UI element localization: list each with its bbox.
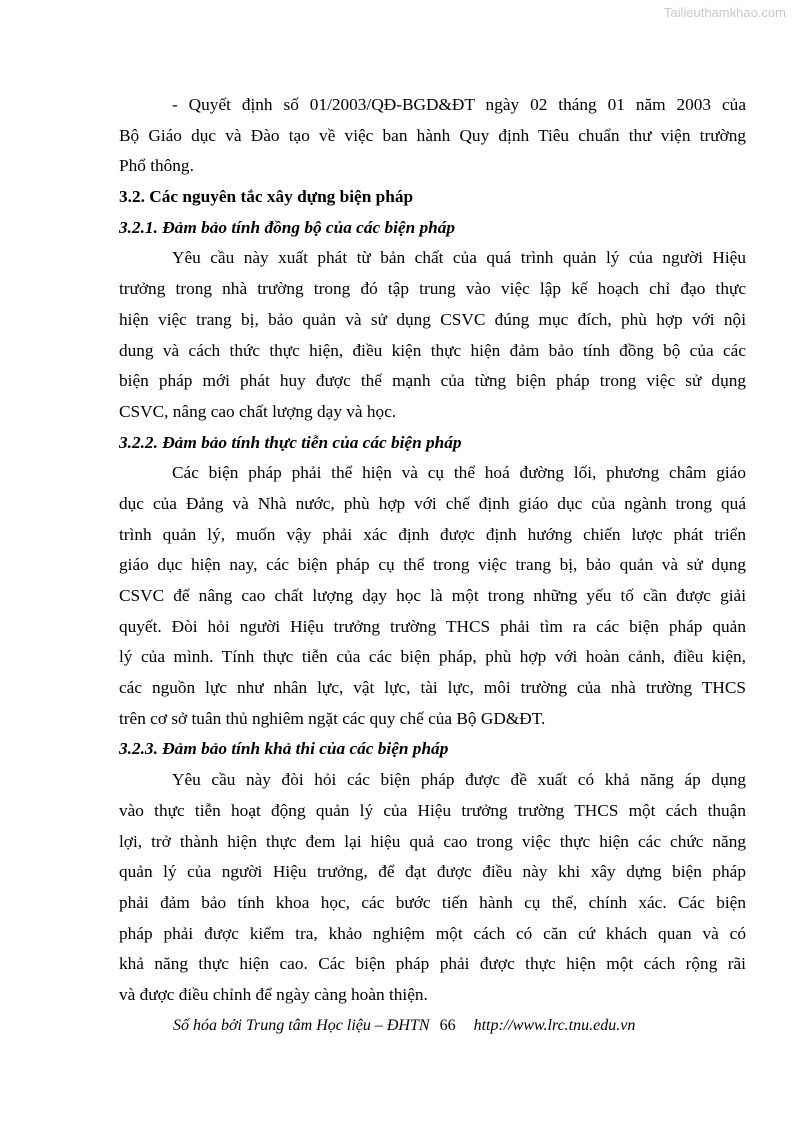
paragraph-line: Bộ Giáo dục và Đào tạo về việc ban hành Quy định Tiêu chuẩn thư viện trường xyxy=(119,125,746,145)
paragraph-line: Các biện pháp phải thể hiện và cụ thể hoá đường lối, phương châm giáo xyxy=(172,463,746,483)
section-heading: 3.2. Các nguyên tắc xây dựng biện pháp xyxy=(119,187,414,207)
paragraph-line: phải đảm bảo tính khoa học, các bước tiến hành cụ thể, chính xác. Các biện xyxy=(119,892,746,912)
page-number: 66 xyxy=(439,1017,456,1034)
paragraph-line: quyết. Đòi hỏi người Hiệu trưởng trường THCS phải tìm ra các biện pháp quản xyxy=(119,616,746,636)
paragraph-line: giáo dục hiện nay, các biện pháp cụ thể trong việc trang bị, bảo quản và sử dụng xyxy=(119,555,746,575)
paragraph-line: các nguồn lực như nhân lực, vật lực, tài lực, môi trường của nhà trường THCS xyxy=(119,678,746,698)
subsection-heading: 3.2.2. Đảm bảo tính thực tiễn của các biện pháp xyxy=(119,432,462,452)
paragraph-line: quản lý của người Hiệu trưởng, để đạt được điều này khi xây dựng biện pháp xyxy=(119,862,746,882)
paragraph-line: và được điều chỉnh để ngày càng hoàn thiện. xyxy=(119,984,428,1004)
paragraph-line: dục của Đảng và Nhà nước, phù hợp với chế định giáo dục của ngành trong quá xyxy=(119,493,746,513)
paragraph-line: khả năng thực hiện cao. Các biện pháp phải được thực hiện một cách rộng rãi xyxy=(119,954,746,974)
paragraph-line: dung và cách thức thực hiện, điều kiện thực hiện đảm bảo tính đồng bộ của các xyxy=(119,340,746,360)
watermark: Tailieuthamkhao.com xyxy=(663,5,786,20)
paragraph-line: trình quản lý, muốn vậy phải xác định được định hướng chiến lược phát triển xyxy=(119,524,746,544)
subsection-heading: 3.2.3. Đảm bảo tính khả thi của các biện pháp xyxy=(119,739,449,759)
paragraph-line: lợi, trở thành hiện thực đem lại hiệu quả cao trong việc thực hiện các chức năng xyxy=(119,831,746,851)
paragraph-line: Phổ thông. xyxy=(119,156,194,176)
paragraph-line: Yêu cầu này đòi hỏi các biện pháp được đề xuất có khả năng áp dụng xyxy=(172,770,746,790)
footer-url: http://www.lrc.tnu.edu.vn xyxy=(473,1017,636,1034)
paragraph-line: lý của mình. Tính thực tiễn của các biện pháp, phù hợp với hoàn cảnh, điều kiện, xyxy=(119,647,746,667)
paragraph-line: biện pháp mới phát huy được thế mạnh của từng biện pháp trong việc sử dụng xyxy=(119,371,746,391)
footer-credit: Số hóa bởi Trung tâm Học liệu – ĐHTN xyxy=(173,1017,430,1034)
document-body xyxy=(119,90,746,1011)
paragraph-line: trưởng trong nhà trường trong đó tập trung vào việc lập kế hoạch chỉ đạo thực xyxy=(119,279,746,299)
page-footer xyxy=(173,1017,635,1035)
paragraph-line: - Quyết định số 01/2003/QĐ-BGD&ĐT ngày 02 tháng 01 năm 2003 của xyxy=(172,95,746,114)
subsection-heading: 3.2.1. Đảm bảo tính đồng bộ của các biện pháp xyxy=(119,217,456,237)
paragraph-line: hiện việc trang bị, bảo quản và sử dụng CSVC đúng mục đích, phù hợp với nội xyxy=(119,309,746,329)
paragraph-line: Yêu cầu này xuất phát từ bản chất của quá trình quản lý của người Hiệu xyxy=(172,248,746,268)
paragraph-line: trên cơ sở tuân thủ nghiêm ngặt các quy chế của Bộ GD&ĐT. xyxy=(119,708,546,728)
paragraph-line: vào thực tiễn hoạt động quản lý của Hiệu trưởng trường THCS một cách thuận xyxy=(119,800,746,820)
paragraph-line: CSVC để nâng cao chất lượng dạy học là một trong những yếu tố cần được giải xyxy=(119,586,746,605)
paragraph-line: CSVC, nâng cao chất lượng dạy và học. xyxy=(119,401,397,421)
paragraph-line: pháp phải được kiểm tra, khảo nghiệm một cách có căn cứ khách quan và có xyxy=(119,923,746,943)
